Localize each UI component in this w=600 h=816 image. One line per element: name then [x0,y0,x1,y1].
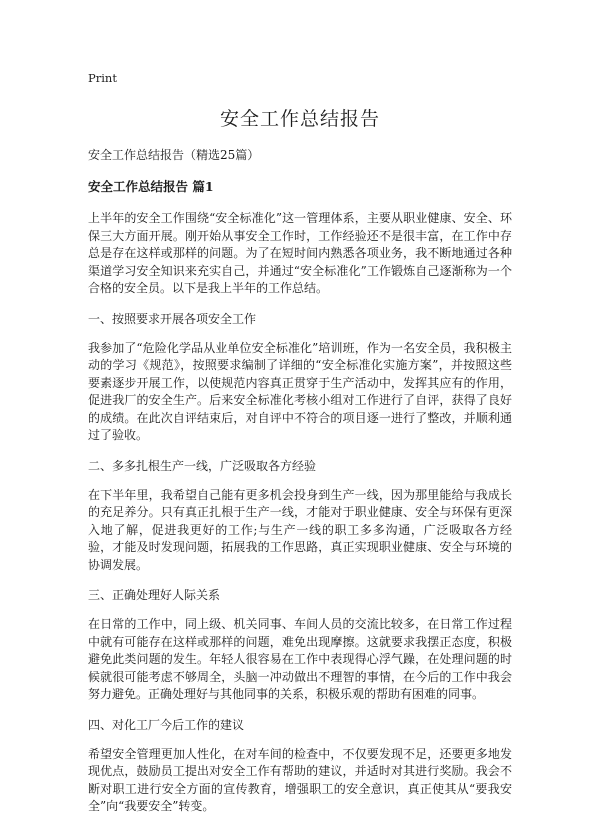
item-paragraph-3: 在日常的工作中，同上级、机关同事、车间人员的交流比较多，在日常工作过程中就有可能存在这样或那样的问题，难免出现摩擦。这就要求我摆正态度，积极避免此类问题的发生。年轻人很容易在工作中表现得心浮气躁，在处理问题的时候就很可能考虑不够周全，头脑一冲动做出不理智的事情，在今后的工作中我会努力避免。正确处理好与其他同事的关系，积极乐观的帮助有困难的同事。 [88,617,512,701]
item-paragraph-2: 在下半年里，我希望自己能有更多机会投身到生产一线，因为那里能给与我成长的充足养分。只有真正扎根于生产一线，才能对于职业健康、安全与环保有更深入地了解，促进我更好的工作;与生产一线的职工多多沟通，广泛吸取各方经验，才能及时发现问题，拓展我的工作思路，真正实现职业健康、安全与环境的协调发展。 [88,487,512,572]
document-subtitle: 安全工作总结报告（精选25篇） [88,148,260,162]
item-paragraph-4: 希望安全管理更加人性化，在对车间的检查中，不仅要发现不足，还要更多地发现优点，鼓励员工提出对安全工作有帮助的建议，并适时对其进行奖励。我会不断对职工进行安全方面的宣传教育，增强职工的安全意识，真正使其从“要我安全”向“我要安全”转变。 [88,746,512,813]
item-paragraph-1: 我参加了“危险化学品从业单位安全标准化”培训班，作为一名安全员，我积极主动的学习《规范》，按照要求编制了详细的“安全标准化实施方案”，并按照这些要素逐步开展工作，以使规范内容真正贯穿于生产活动中，发挥其应有的作用，促进我厂的安全生产。后来安全标准化考核小组对工作进行了自评，获得了良好的成绩。在此次自评结束后，对自评中不符合的项目逐一进行了整改，并顺利通过了验收。 [88,340,512,442]
item-heading-4: 四、对化工厂今后工作的建议 [88,717,245,732]
print-link[interactable]: Print [88,71,117,85]
item-heading-3: 三、正确处理好人际关系 [88,588,221,602]
intro-paragraph: 上半年的安全工作围绕“安全标准化”这一管理体系，主要从职业健康、安全、环保三大方面开展。刚开始从事安全工作时，工作经验还不是很丰富，在工作中存总是存在这样或那样的问题。为了在短时间内熟悉各项业务，我不断地通过各种渠道学习安全知识来充实自己，并通过“安全标准化”工作锻炼自己逐渐称为一个合格的安全员。以下是我上半年的工作总结。 [88,211,512,295]
page-title: 安全工作总结报告 [219,108,380,130]
item-heading-1: 一、按照要求开展各项安全工作 [88,311,257,326]
item-heading-2: 二、多多扎根生产一线，广泛吸取各方经验 [88,458,317,473]
section-heading: 安全工作总结报告 篇1 [88,179,214,194]
